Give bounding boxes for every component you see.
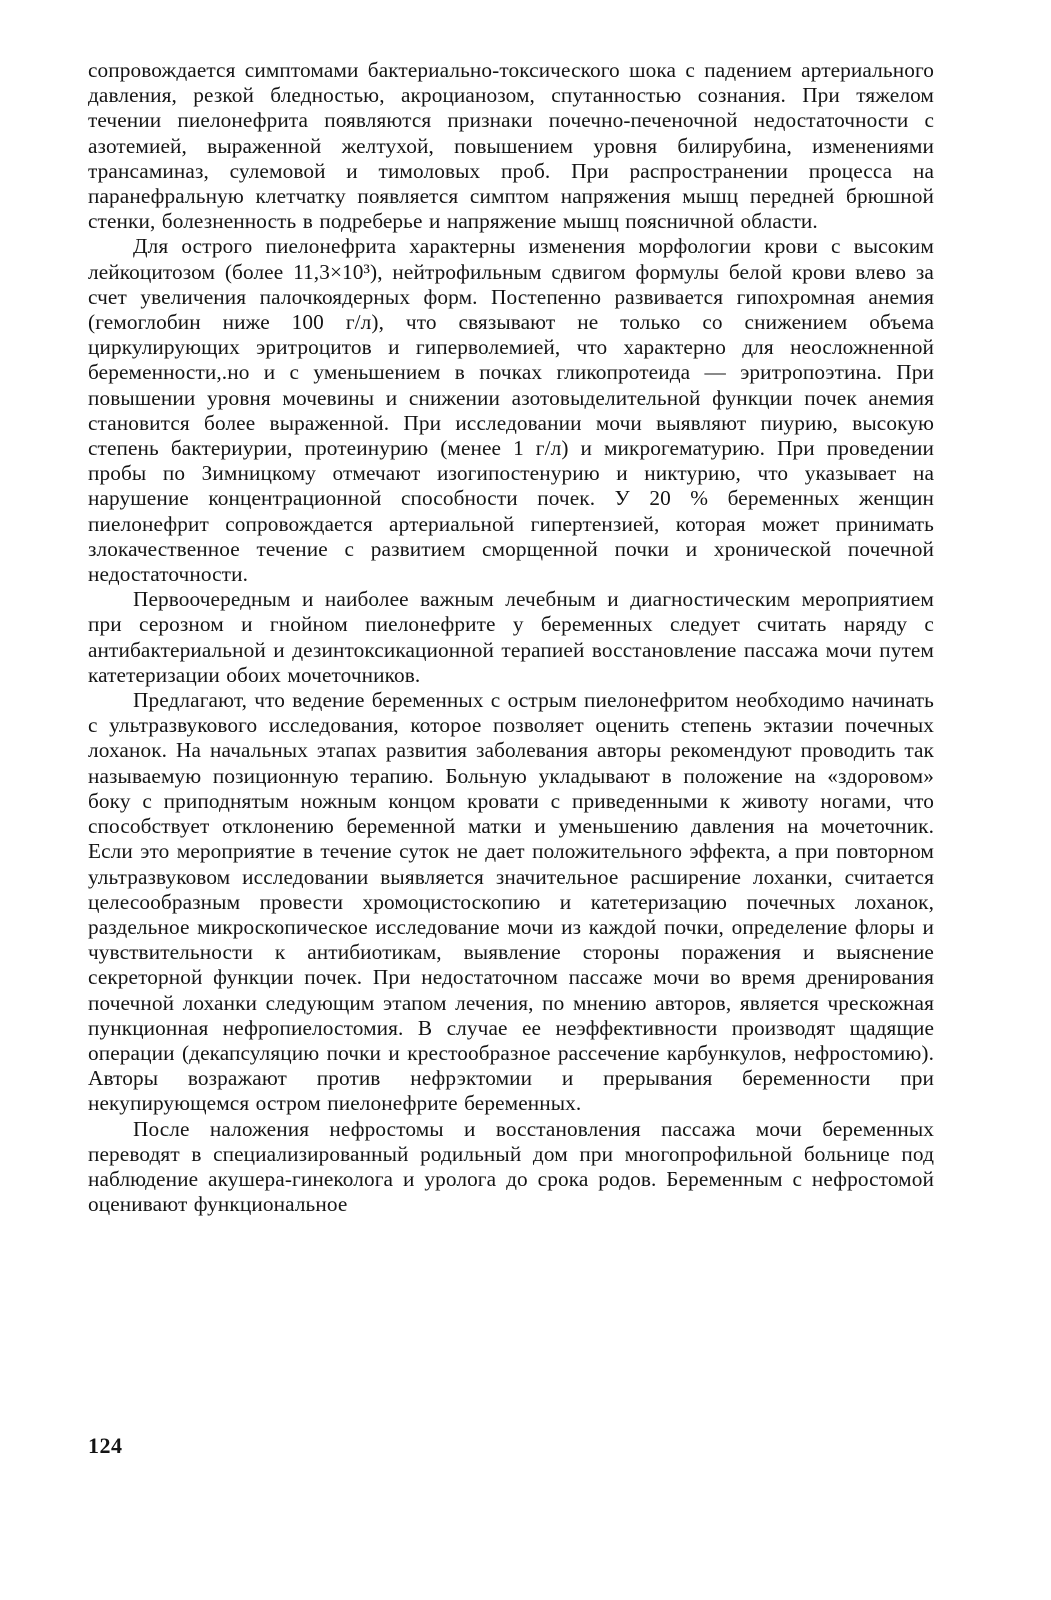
paragraph-nephrostomy: После наложения нефростомы и восстановления пассажа мочи беременных переводят в специализированный родильный дом при многопрофильной больнице под наблюдение акушера-гинеколога и уролога до срока родов. Беременным с нефростомой оценивают функциональное [88,1116,934,1217]
book-page [88,58,934,1558]
page-number: 124 [88,1433,123,1458]
paragraph-continuation: сопровождается симптомами бактериально-токсического шока с падением артериального давления, резкой бледностью, акроцианозом, спутанностью сознания. При тяжелом течении пиелонефрита появляются признаки почечно-печеночной недостаточности с азотемией, выраженной желтухой, повышением уровня билирубина, изменениями трансаминаз, сулемовой и тимоловых проб. При распространении процесса на паранефральную клетчатку появляется симптом напряжения мышц передней брюшной стенки, болезненность в подреберье и напряжение мышц поясничной области. [88,58,934,234]
paragraph-primary-measure: Первоочередным и наиболее важным лечебным и диагностическим мероприятием при серозном и гнойном пиелонефрите у беременных следует считать наряду с антибактериальной и дезинтоксикационной терапией восстановление пассажа мочи путем катетеризации обоих мочеточников. [88,587,934,687]
paragraph-ultrasound-management: Предлагают, что ведение беременных с острым пиелонефритом необходимо начинать с ультразвукового исследования, которое позволяет оценить степень эктазии почечных лоханок. На начальных этапах развития заболевания авторы рекомендуют проводить так называемую позиционную терапию. Больную укладывают в положение на «здоровом» боку с приподнятым ножным концом кровати с приведенными к животу ногами, что способствует отклонению беременной матки и уменьшению давления на мочеточник. Если это мероприятие в течение суток не дает положительного эффекта, а при повторном ультразвуковом исследовании выявляется значительное расширение лоханки, считается целесообразным провести хромоцистоскопию и катетеризацию почечных лоханок, раздельное микроскопическое исследование мочи из каждой почки, определение флоры и чувствительности к антибиотикам, выявление стороны поражения и выяснение секреторной функции почек. При недостаточном пассаже мочи во время дренирования почечной лоханки следующим этапом лечения, по мнению авторов, является чрескожная пункционная нефропиелостомия. В случае ее неэффективности производят щадящие операции (декапсуляцию почки и крестообразное рассечение карбункулов, нефростомию). Авторы возражают против нефрэктомии и прерывания беременности при некупирующемся остром пиелонефрите беременных. [88,688,934,1116]
paragraph-blood-morphology: Для острого пиелонефрита характерны изменения морфологии крови с высоким лейкоцитозом (более 11,3×10³), нейтрофильным сдвигом формулы белой крови влево за счет увеличения палочкоядерных форм. Постепенно развивается гипохромная анемия (гемоглобин ниже 100 г/л), что связывают не только со снижением объема циркулирующих эритроцитов и гиперволемией, что характерно для неосложненной беременности,.но и с уменьшением в почках гликопротеида — эритропоэтина. При повышении уровня мочевины и снижении азотовыделительной функции почек анемия становится более выраженной. При исследовании мочи выявляют пиурию, высокую степень бактериурии, протеинурию (менее 1 г/л) и микрогематурию. При проведении пробы по Зимницкому отмечают изогипостенурию и никтурию, что указывает на нарушение концентрационной способности почек. У 20 % беременных женщин пиелонефрит сопровождается артериальной гипертензией, которая может принимать злокачественное течение с развитием сморщенной почки и хронической почечной недостаточности. [88,234,934,587]
body-text [88,58,934,1217]
